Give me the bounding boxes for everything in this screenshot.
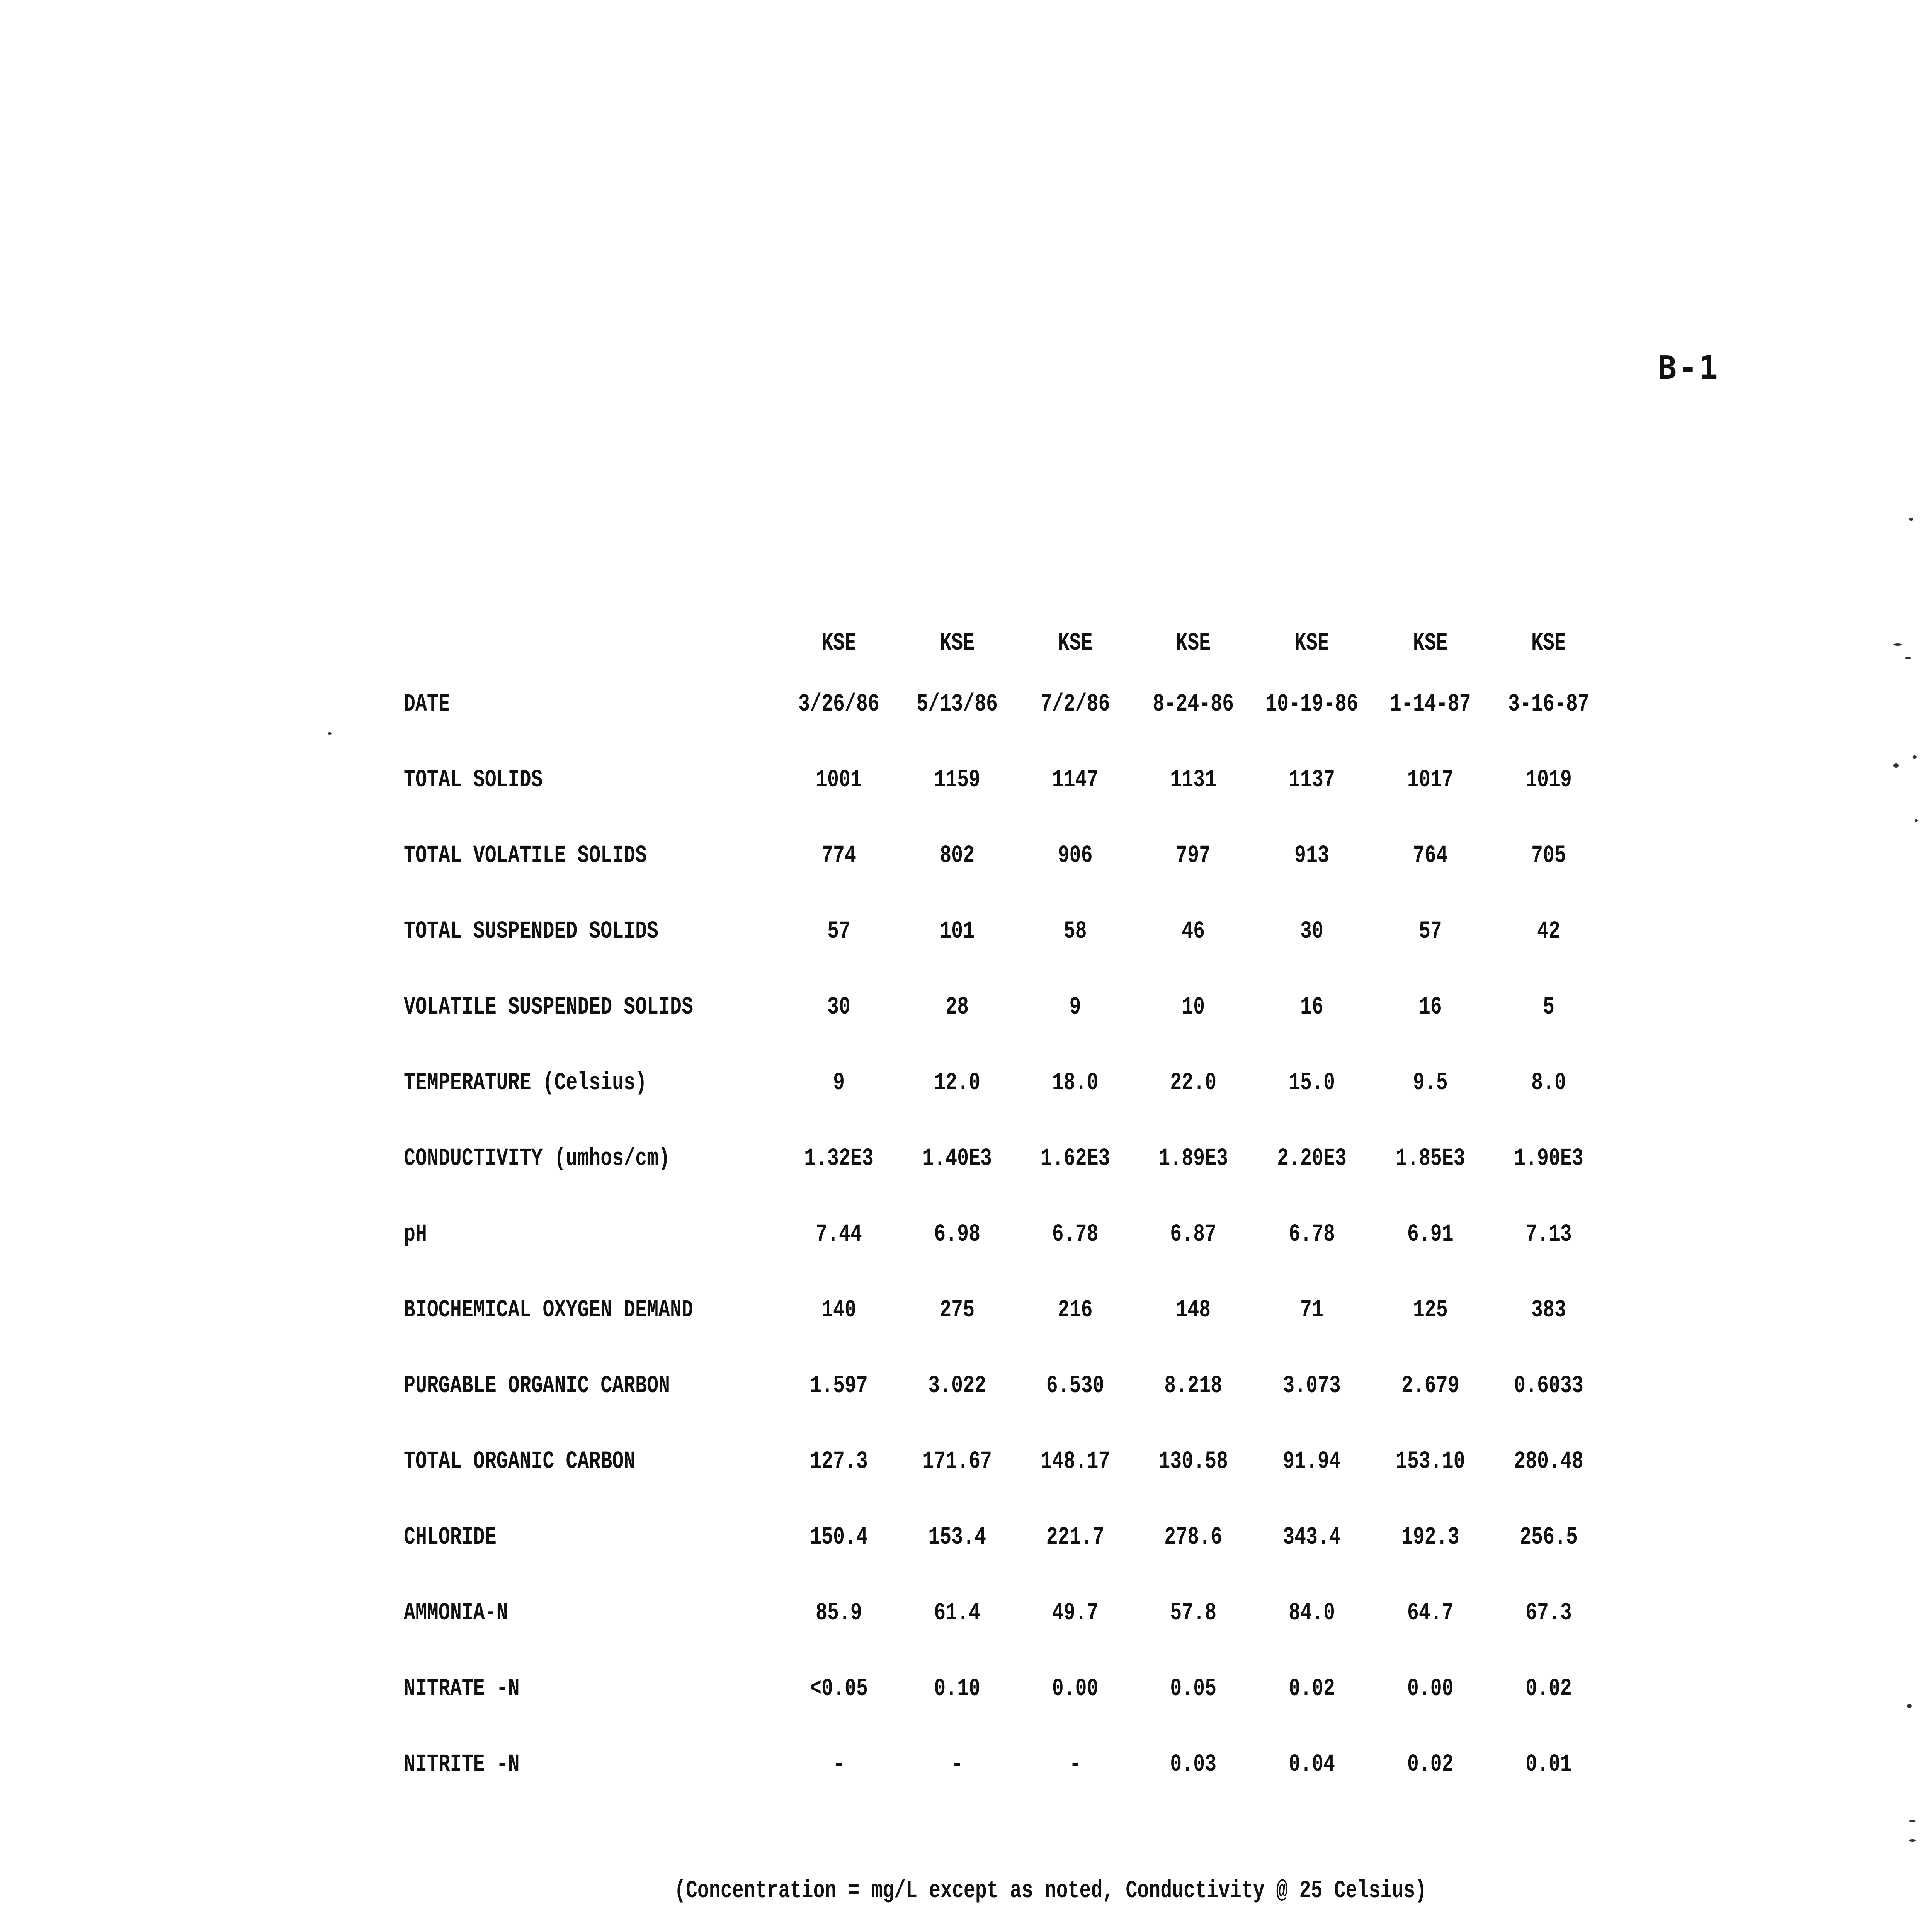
table-cell: 0.03 <box>1170 1751 1217 1779</box>
table-cell: 6.91 <box>1407 1221 1454 1248</box>
table-row <box>404 1197 1608 1272</box>
table-cell: 30 <box>827 993 850 1021</box>
table-cell: 913 <box>1294 842 1329 870</box>
table-cell: 9 <box>833 1069 845 1097</box>
table-cell: 9 <box>1069 993 1081 1021</box>
header-label-cell <box>404 620 780 667</box>
table-cell: 57.8 <box>1170 1599 1217 1627</box>
table-cell: 278.6 <box>1164 1524 1223 1551</box>
table-cell: 1.32E3 <box>804 1145 874 1173</box>
table-cell: 8-24-86 <box>1153 690 1234 718</box>
table-cell: 6.530 <box>1046 1372 1104 1400</box>
table-cell: 148 <box>1176 1296 1211 1324</box>
table-cell: 12.0 <box>934 1069 981 1097</box>
table-cell: 6.98 <box>934 1221 981 1248</box>
table-cell: 91.94 <box>1283 1448 1341 1476</box>
table-cell: 67.3 <box>1526 1599 1572 1627</box>
header-row <box>404 620 1608 667</box>
table-row <box>404 1272 1608 1348</box>
table-cell: 125 <box>1413 1296 1448 1324</box>
scan-speck <box>1893 763 1899 768</box>
table-cell: 0.05 <box>1170 1675 1217 1703</box>
table-row <box>404 1727 1608 1803</box>
scan-speck <box>1913 755 1917 759</box>
column-header: KSE <box>940 629 975 657</box>
row-label: BIOCHEMICAL OXYGEN DEMAND <box>404 1296 693 1324</box>
row-label: VOLATILE SUSPENDED SOLIDS <box>404 993 693 1021</box>
table-cell: 0.10 <box>934 1675 981 1703</box>
table-cell: 221.7 <box>1046 1524 1104 1551</box>
table-cell: 1159 <box>934 766 981 794</box>
table-cell: 8.0 <box>1531 1069 1566 1097</box>
table-cell: 256.5 <box>1520 1524 1578 1551</box>
table-cell: 1019 <box>1526 766 1572 794</box>
row-label: TOTAL SOLIDS <box>404 766 543 794</box>
table-cell: 58 <box>1063 918 1087 946</box>
table-cell: 18.0 <box>1052 1069 1099 1097</box>
table-cell: 10 <box>1182 993 1205 1021</box>
table-cell: 1017 <box>1407 766 1454 794</box>
table-cell: 0.6033 <box>1514 1372 1583 1400</box>
table-row <box>404 894 1608 969</box>
water-quality-table <box>404 620 1608 1803</box>
table-cell: 28 <box>946 993 969 1021</box>
table-cell: 22.0 <box>1170 1069 1217 1097</box>
table-row <box>404 818 1608 894</box>
table-cell: 101 <box>940 918 975 946</box>
table-row <box>404 1424 1608 1500</box>
table-cell: 1.40E3 <box>922 1145 992 1173</box>
row-label: CONDUCTIVITY (umhos/cm) <box>404 1145 670 1173</box>
table-cell: 57 <box>1418 918 1442 946</box>
table-cell: 84.0 <box>1289 1599 1335 1627</box>
table-cell: 774 <box>821 842 856 870</box>
column-header: KSE <box>1058 629 1093 657</box>
table-cell: 192.3 <box>1401 1524 1459 1551</box>
scan-speck <box>1907 1704 1912 1708</box>
table-cell: 705 <box>1531 842 1566 870</box>
table-cell: 71 <box>1300 1296 1323 1324</box>
table-row <box>404 1121 1608 1197</box>
table-cell: 797 <box>1176 842 1211 870</box>
table-cell: 764 <box>1413 842 1448 870</box>
column-header: KSE <box>821 629 856 657</box>
table-row <box>404 742 1608 818</box>
table-cell: 1131 <box>1170 766 1217 794</box>
table-cell: 153.10 <box>1395 1448 1465 1476</box>
table-head <box>404 620 1608 667</box>
table-cell: 127.3 <box>810 1448 868 1476</box>
table-cell: - <box>1069 1751 1081 1779</box>
table-cell: 61.4 <box>934 1599 981 1627</box>
table-cell: 153.4 <box>928 1524 986 1551</box>
table-cell: 140 <box>821 1296 856 1324</box>
table-cell: 46 <box>1182 918 1205 946</box>
table-cell: 3/26/86 <box>798 690 879 718</box>
table-cell: 280.48 <box>1514 1448 1583 1476</box>
column-header: KSE <box>1531 629 1566 657</box>
table-cell: 30 <box>1300 918 1323 946</box>
table-cell: 0.02 <box>1526 1675 1572 1703</box>
row-label: AMMONIA-N <box>404 1599 508 1627</box>
table-cell: 6.78 <box>1052 1221 1099 1248</box>
table-cell: 1-14-87 <box>1389 690 1471 718</box>
scan-speck <box>1915 819 1918 822</box>
scan-speck <box>1909 518 1913 521</box>
table-cell: 802 <box>940 842 975 870</box>
table-cell: 1137 <box>1289 766 1335 794</box>
table-cell: 275 <box>940 1296 975 1324</box>
table-cell: 0.00 <box>1407 1675 1454 1703</box>
column-header: KSE <box>1176 629 1211 657</box>
table-cell: 6.78 <box>1289 1221 1335 1248</box>
table-cell: 216 <box>1058 1296 1093 1324</box>
table-cell: 1.89E3 <box>1158 1145 1228 1173</box>
row-label: PURGABLE ORGANIC CARBON <box>404 1372 670 1400</box>
table-cell: 1001 <box>816 766 862 794</box>
table-row <box>404 969 1608 1045</box>
table-cell: 130.58 <box>1158 1448 1228 1476</box>
table-cell: 1.90E3 <box>1514 1145 1583 1173</box>
table-cell: 1.85E3 <box>1395 1145 1465 1173</box>
table-cell: 7/2/86 <box>1040 690 1110 718</box>
table-row <box>404 1045 1608 1121</box>
table-cell: 0.00 <box>1052 1675 1099 1703</box>
scan-speck <box>1893 643 1902 646</box>
table-cell: 85.9 <box>816 1599 862 1627</box>
row-label: DATE <box>404 690 450 718</box>
table-cell: 0.02 <box>1289 1675 1335 1703</box>
table-cell: 1.62E3 <box>1040 1145 1110 1173</box>
table-cell: 49.7 <box>1052 1599 1099 1627</box>
table-cell: 906 <box>1058 842 1093 870</box>
page-number: B-1 <box>1658 350 1720 386</box>
row-label: CHLORIDE <box>404 1524 497 1551</box>
table-cell: 0.01 <box>1526 1751 1572 1779</box>
table-cell: 150.4 <box>810 1524 868 1551</box>
scan-speck <box>1905 657 1911 659</box>
table-cell: 64.7 <box>1407 1599 1454 1627</box>
table-cell: 16 <box>1418 993 1442 1021</box>
table-cell: 3.022 <box>928 1372 986 1400</box>
table-cell: 2.20E3 <box>1277 1145 1347 1173</box>
table-cell: 5 <box>1543 993 1554 1021</box>
table-row <box>404 1500 1608 1575</box>
table-cell: 42 <box>1537 918 1560 946</box>
table-cell: - <box>951 1751 963 1779</box>
table-cell: <0.05 <box>810 1675 868 1703</box>
table-cell: 16 <box>1300 993 1323 1021</box>
table-cell: 9.5 <box>1413 1069 1448 1097</box>
table-cell: 15.0 <box>1289 1069 1335 1097</box>
scan-speck <box>328 732 332 735</box>
table-cell: 1147 <box>1052 766 1099 794</box>
column-header: KSE <box>1294 629 1329 657</box>
table-cell: 383 <box>1531 1296 1566 1324</box>
table-cell: 7.13 <box>1526 1221 1572 1248</box>
table-cell: 1.597 <box>810 1372 868 1400</box>
table-cell: 3.073 <box>1283 1372 1341 1400</box>
column-header: KSE <box>1413 629 1448 657</box>
table-cell: 3-16-87 <box>1508 690 1589 718</box>
row-label: TOTAL SUSPENDED SOLIDS <box>404 918 659 946</box>
table-cell: 57 <box>827 918 850 946</box>
row-label: NITRATE -N <box>404 1675 520 1703</box>
row-label: pH <box>404 1221 427 1248</box>
table-cell: 7.44 <box>816 1221 862 1248</box>
table-row <box>404 667 1608 742</box>
table-row <box>404 1348 1608 1424</box>
scan-speck <box>1909 1820 1916 1822</box>
table-cell: 148.17 <box>1040 1448 1110 1476</box>
row-label: TOTAL VOLATILE SOLIDS <box>404 842 647 870</box>
table-cell: 8.218 <box>1164 1372 1223 1400</box>
table-cell: 5/13/86 <box>917 690 998 718</box>
table-cell: 343.4 <box>1283 1524 1341 1551</box>
table-cell: 10-19-86 <box>1265 690 1358 718</box>
row-label: TEMPERATURE (Celsius) <box>404 1069 647 1097</box>
table-row <box>404 1651 1608 1727</box>
table-footnote: (Concentration = mg/L except as noted, Conductivity @ 25 Celsius) <box>674 1877 1427 1905</box>
table-cell: - <box>833 1751 845 1779</box>
scan-speck <box>1909 1839 1916 1842</box>
row-label: TOTAL ORGANIC CARBON <box>404 1448 636 1476</box>
table-cell: 0.04 <box>1289 1751 1335 1779</box>
table-cell: 171.67 <box>922 1448 992 1476</box>
table-cell: 0.02 <box>1407 1751 1454 1779</box>
table-row <box>404 1575 1608 1651</box>
table-cell: 2.679 <box>1401 1372 1459 1400</box>
table-cell: 6.87 <box>1170 1221 1217 1248</box>
row-label: NITRITE -N <box>404 1751 520 1779</box>
table-body <box>404 667 1608 1803</box>
